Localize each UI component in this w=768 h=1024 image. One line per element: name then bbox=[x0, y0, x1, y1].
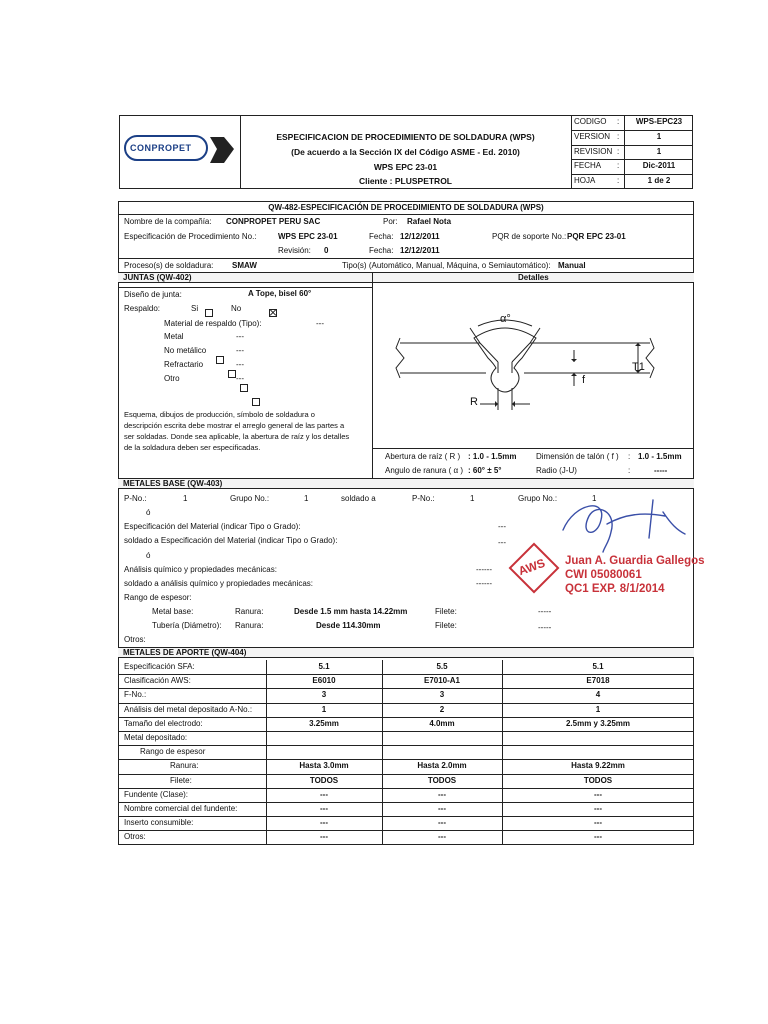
aporte-row-line bbox=[118, 830, 694, 831]
talon-label: Dimensión de talón ( f ) bbox=[536, 452, 619, 461]
grupo-label: Grupo No.: bbox=[230, 494, 270, 503]
material-option-checkbox[interactable] bbox=[240, 384, 248, 392]
aporte-cell: 3.25mm bbox=[309, 718, 339, 728]
aporte-cell: --- bbox=[320, 832, 328, 842]
diagram-r-label: R bbox=[470, 396, 478, 408]
radio-value: ----- bbox=[654, 466, 668, 475]
material-label: Material de respaldo (Tipo): bbox=[164, 319, 262, 328]
aporte-cell: 5.5 bbox=[436, 662, 448, 671]
header-title-3: WPS EPC 23-01 bbox=[373, 162, 438, 172]
rev-value: 0 bbox=[324, 246, 329, 255]
aporte-cell: 1 bbox=[595, 704, 601, 714]
soldado-analisis-value: ------ bbox=[476, 579, 492, 588]
juntas-dims-line bbox=[372, 448, 694, 449]
soldado-espec-value: --- bbox=[498, 538, 506, 547]
respaldo-no-checkbox[interactable] bbox=[269, 309, 277, 317]
rango-label: Rango de espesor: bbox=[124, 593, 192, 602]
logo-arrow-icon bbox=[208, 133, 236, 167]
company-value: CONPROPET PERU SAC bbox=[226, 217, 321, 226]
analisis-label: Análisis químico y propiedades mecánicas: bbox=[124, 565, 277, 574]
soldado-a-label: soldado a bbox=[341, 494, 376, 503]
aporte-cell: --- bbox=[320, 804, 328, 813]
aporte-cell: --- bbox=[438, 789, 446, 799]
pno-label: P-No.: bbox=[124, 494, 147, 503]
ranura2-label: Ranura: bbox=[235, 621, 264, 630]
meta-row-line bbox=[571, 159, 693, 160]
process-line bbox=[118, 258, 694, 259]
aporte-row-label: Análisis del metal depositado A-No.: bbox=[124, 704, 253, 714]
aporte-row-label: Nombre comercial del fundente: bbox=[124, 804, 238, 813]
aporte-row-line bbox=[118, 717, 694, 718]
espec-label: Especificación del Material (indicar Tipo o Grado): bbox=[124, 522, 301, 531]
otros-base-label: Otros: bbox=[124, 635, 146, 644]
por-value: Rafael Nota bbox=[407, 217, 452, 226]
stamp-name: Juan A. Guardia Gallegos bbox=[565, 555, 705, 567]
esquema-line: Esquema, dibujos de producción, símbolo de soldadura o bbox=[124, 410, 315, 419]
radio-label: Radio (J-U) bbox=[536, 466, 577, 475]
aws-logo-text: AWS bbox=[516, 555, 547, 579]
meta-row-line bbox=[571, 130, 693, 131]
filete-label-1: Filete: bbox=[435, 607, 457, 616]
aporte-row-label: F-No.: bbox=[124, 690, 147, 700]
tipo-label: Tipo(s) (Automático, Manual, Máquina, o Semiautomático): bbox=[342, 261, 551, 270]
meta-value: WPS-EPC23 bbox=[635, 117, 683, 126]
process-value: SMAW bbox=[232, 261, 257, 270]
material-option-value: --- bbox=[236, 346, 244, 355]
talon-colon: : bbox=[628, 452, 631, 461]
respaldo-si-label: Si bbox=[191, 304, 199, 313]
meta-sep: : bbox=[617, 117, 620, 126]
detalles-label: Detalles bbox=[518, 273, 549, 282]
metal-base-value: Desde 1.5 mm hasta 14.22mm bbox=[294, 607, 408, 616]
respaldo-label: Respaldo: bbox=[124, 304, 161, 313]
o-1: ó bbox=[146, 508, 151, 517]
aporte-row-label: Clasificación AWS: bbox=[124, 676, 191, 686]
material-option-value: --- bbox=[236, 374, 244, 383]
logo-text: CONPROPET bbox=[130, 143, 192, 153]
diseno-value: A Tope, bisel 60° bbox=[248, 289, 312, 298]
soldado-analisis-label: soldado a análisis químico y propiedades mecánicas: bbox=[124, 579, 313, 588]
angulo-value: : 60° ± 5° bbox=[468, 466, 502, 475]
meta-value: Dic-2011 bbox=[642, 161, 676, 171]
aporte-title: METALES DE APORTE (QW-404) bbox=[123, 648, 247, 657]
meta-label: VERSION bbox=[574, 131, 611, 141]
fecha-value: 12/12/2011 bbox=[400, 232, 440, 241]
aporte-row-line bbox=[118, 816, 694, 817]
header-title-4: Cliente : PLUSPETROL bbox=[358, 176, 453, 186]
material-value: --- bbox=[316, 319, 324, 328]
aporte-cell: --- bbox=[438, 832, 446, 842]
material-option-label: No metálico bbox=[164, 346, 207, 355]
aporte-row-label: Fundente (Clase): bbox=[124, 789, 189, 799]
pno-value: 1 bbox=[183, 494, 188, 503]
aporte-cell: 2.5mm y 3.25mm bbox=[565, 718, 631, 728]
aporte-row-line bbox=[118, 688, 694, 689]
respaldo-si-checkbox[interactable] bbox=[205, 309, 213, 317]
grupo-value: 1 bbox=[304, 494, 309, 503]
meta-label: CODIGO bbox=[574, 117, 607, 126]
o-2: ó bbox=[146, 551, 151, 560]
meta-row-line bbox=[571, 174, 693, 175]
pno2-value: 1 bbox=[470, 494, 475, 503]
tipo-value: Manual bbox=[558, 261, 586, 270]
fecha2-value: 12/12/2011 bbox=[400, 246, 440, 255]
aporte-row-line bbox=[118, 774, 694, 775]
base-title: METALES BASE (QW-403) bbox=[123, 479, 223, 488]
base-header bbox=[118, 478, 694, 489]
aporte-header bbox=[118, 647, 694, 658]
aporte-cell: --- bbox=[320, 789, 328, 799]
aporte-row-label: Otros: bbox=[124, 832, 146, 842]
meta-sep: : bbox=[617, 161, 620, 171]
aporte-cell: 5.1 bbox=[592, 662, 604, 671]
meta-value: 1 bbox=[656, 131, 662, 141]
filete-label-2: Filete: bbox=[435, 621, 457, 630]
aporte-row-label: Inserto consumible: bbox=[124, 818, 194, 828]
juntas-title: JUNTAS (QW-402) bbox=[123, 273, 192, 282]
ranura-label: Ranura: bbox=[235, 607, 264, 616]
fecha2-label: Fecha: bbox=[369, 246, 394, 255]
material-option-checkbox[interactable] bbox=[252, 398, 260, 406]
por-label: Por: bbox=[383, 217, 398, 226]
espec-value: --- bbox=[498, 522, 506, 531]
diseno-label: Diseño de junta: bbox=[124, 290, 182, 299]
aporte-cell: --- bbox=[320, 818, 328, 828]
radio-colon: : bbox=[628, 466, 631, 475]
aporte-cell: E6010 bbox=[312, 676, 336, 686]
aporte-cell: TODOS bbox=[309, 775, 339, 785]
aporte-cell: TODOS bbox=[583, 775, 613, 785]
aporte-cell: --- bbox=[594, 818, 602, 828]
respaldo-no-label: No bbox=[231, 304, 242, 313]
aporte-cell: --- bbox=[594, 804, 602, 813]
material-option-label: Refractario bbox=[164, 360, 204, 369]
soldado-espec-label: soldado a Especificación del Material (indicar Tipo o Grado): bbox=[124, 536, 338, 545]
aporte-cell: 5.1 bbox=[318, 662, 330, 671]
aporte-cell: 3 bbox=[439, 690, 445, 700]
spec-label: Especificación de Procedimiento No.: bbox=[124, 232, 257, 241]
aporte-row-label: Metal depositado: bbox=[124, 733, 188, 742]
aporte-row-line bbox=[118, 802, 694, 803]
aporte-cell: --- bbox=[438, 818, 446, 828]
company-label: Nombre de la compañía: bbox=[124, 217, 212, 226]
material-option-value: --- bbox=[236, 332, 244, 341]
aporte-row-line bbox=[118, 745, 694, 746]
esquema-line: ser soldadas. Donde sea aplicable, la abertura de raíz y los detalles bbox=[124, 432, 350, 441]
aporte-cell: 4.0mm bbox=[429, 718, 455, 728]
header-title-1: ESPECIFICACION DE PROCEDIMIENTO DE SOLDADURA (WPS) bbox=[276, 132, 535, 142]
meta-label: HOJA bbox=[574, 176, 596, 186]
fecha-label: Fecha: bbox=[369, 232, 394, 241]
diagram-alpha-label: α° bbox=[500, 313, 511, 325]
abertura-label: Abertura de raíz ( R ) bbox=[385, 452, 461, 461]
material-option-label: Metal bbox=[164, 332, 184, 341]
tuberia-label: Tubería (Diámetro): bbox=[152, 621, 222, 630]
header-divider-meta bbox=[571, 115, 572, 189]
filete-value-1: ----- bbox=[538, 607, 552, 616]
aporte-row-line bbox=[118, 759, 694, 760]
aporte-cell: E7010-A1 bbox=[423, 676, 461, 686]
header-title-2: (De acuerdo a la Sección IX del Código ASME - Ed. 2010) bbox=[291, 147, 520, 157]
company-logo bbox=[124, 133, 236, 167]
aporte-row-line bbox=[118, 674, 694, 675]
juntas-header bbox=[118, 272, 694, 283]
material-option-checkbox[interactable] bbox=[228, 370, 236, 378]
aporte-row-label: Rango de espesor bbox=[140, 747, 206, 757]
stamp-qc1: QC1 EXP. 8/1/2014 bbox=[565, 583, 665, 595]
aporte-row-line bbox=[118, 788, 694, 789]
aporte-cell: TODOS bbox=[427, 775, 457, 785]
material-option-label: Otro bbox=[164, 374, 180, 383]
aporte-row-line bbox=[118, 731, 694, 732]
pno2-label: P-No.: bbox=[412, 494, 435, 503]
grupo2-value: 1 bbox=[592, 494, 597, 503]
aporte-cell: --- bbox=[594, 832, 602, 842]
form-title: QW-482-ESPECIFICACIÓN DE PROCEDIMIENTO DE SOLDADURA (WPS) bbox=[268, 203, 544, 212]
aporte-cell: 4 bbox=[595, 690, 601, 700]
talon-value: 1.0 - 1.5mm bbox=[638, 452, 682, 461]
aporte-cell: 1 bbox=[321, 704, 327, 714]
material-option-checkbox[interactable] bbox=[216, 356, 224, 364]
aporte-row-label: Especificación SFA: bbox=[124, 662, 195, 671]
stamp-cwi: CWI 05080061 bbox=[565, 569, 642, 581]
juntas-left-line bbox=[118, 287, 372, 288]
aporte-row-label: Ranura: bbox=[170, 761, 199, 771]
esquema-line: descripción escrita debe mostrar el arreglo general de las partes a bbox=[124, 421, 345, 430]
tuberia-value: Desde 114.30mm bbox=[316, 621, 381, 630]
material-option-value: --- bbox=[236, 360, 244, 369]
aporte-cell: 3 bbox=[321, 690, 327, 700]
diagram-t1-label: T1 bbox=[632, 361, 645, 373]
meta-label: REVISION bbox=[574, 146, 613, 156]
aporte-cell: --- bbox=[438, 804, 446, 813]
signature bbox=[545, 490, 695, 560]
angulo-label: Angulo de ranura ( α ) bbox=[385, 466, 463, 475]
filete-value-2: ----- bbox=[538, 623, 552, 632]
rev-label: Revisión: bbox=[278, 246, 311, 255]
aporte-cell: 2 bbox=[439, 704, 445, 714]
meta-value: 1 bbox=[656, 146, 662, 156]
meta-label: FECHA bbox=[574, 161, 602, 171]
aws-logo bbox=[506, 548, 562, 592]
form-title-line bbox=[118, 214, 694, 215]
esquema-line: de la soldadura deben ser especificadas. bbox=[124, 443, 261, 452]
pqr-value: PQR EPC 23-01 bbox=[567, 232, 626, 241]
spec-value: WPS EPC 23-01 bbox=[278, 232, 338, 241]
pqr-label: PQR de soporte No.: bbox=[492, 232, 567, 241]
aporte-cell: Hasta 3.0mm bbox=[299, 761, 349, 771]
aporte-cell: E7018 bbox=[586, 676, 610, 686]
process-label: Proceso(s) de soldadura: bbox=[124, 261, 214, 270]
meta-sep: : bbox=[617, 131, 620, 141]
meta-row-line bbox=[571, 145, 693, 146]
aporte-cell: Hasta 2.0mm bbox=[417, 761, 467, 771]
meta-value: 1 de 2 bbox=[647, 176, 671, 186]
diagram-f-label: f bbox=[582, 374, 586, 386]
abertura-value: : 1.0 - 1.5mm bbox=[468, 452, 517, 461]
aporte-row-line bbox=[118, 703, 694, 704]
meta-sep: : bbox=[617, 146, 620, 156]
aporte-cell: --- bbox=[594, 789, 602, 799]
aporte-row-label: Tamaño del electrodo: bbox=[124, 718, 203, 728]
meta-sep: : bbox=[617, 176, 620, 186]
analisis-value: ------ bbox=[476, 565, 492, 574]
metal-base-label: Metal base: bbox=[152, 607, 194, 616]
aporte-row-label: Filete: bbox=[170, 775, 192, 785]
aporte-cell: Hasta 9.22mm bbox=[571, 761, 625, 771]
grupo2-label: Grupo No.: bbox=[518, 494, 558, 503]
